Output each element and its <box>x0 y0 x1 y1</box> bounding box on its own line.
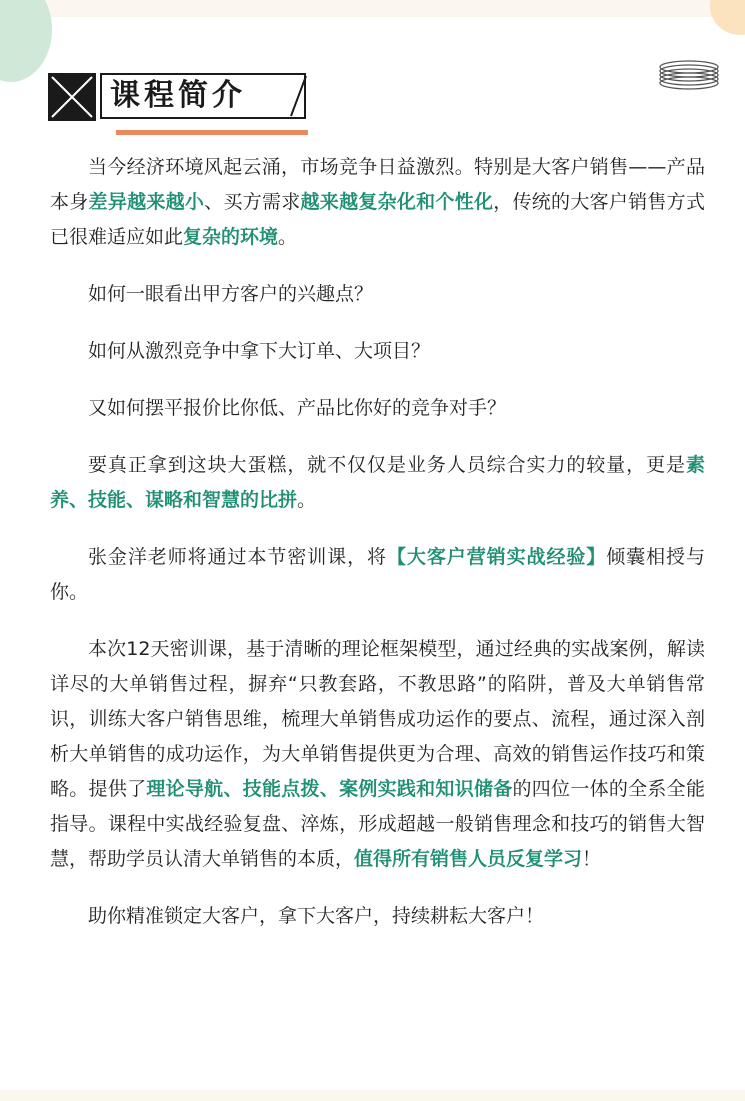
text-span: ！ <box>582 848 602 870</box>
text-span: 当今经济环境风起云涌，市场竞争日益激烈。特别是大客户销售——产品本身 <box>50 156 705 213</box>
section-header <box>48 73 310 123</box>
highlight-text: 【大客户营销实战经验】 <box>386 546 607 568</box>
highlight-text: 理论导航、技能点拨、案例实践和知识储备 <box>146 778 513 800</box>
paragraph-2: 如何一眼看出甲方客户的兴趣点？ <box>88 283 374 305</box>
coil-icon <box>658 59 720 91</box>
paragraph-4: 又如何摆平报价比你低、产品比你好的竞争对手？ <box>88 397 507 419</box>
highlight-text: 素养、技能、谋略和智慧的比拼 <box>50 454 705 511</box>
paragraph-8: 助你精准锁定大客户，拿下大客户，持续耕耘大客户！ <box>88 905 545 927</box>
paragraph-1 <box>50 150 705 255</box>
x-box-icon <box>48 73 96 121</box>
course-intro-text <box>50 150 705 956</box>
text-span: 、买方需求 <box>204 191 301 213</box>
highlight-text: 复杂的环境 <box>183 226 279 248</box>
paragraph-5 <box>50 448 705 518</box>
title-underline <box>116 130 308 135</box>
text-span: 。 <box>297 489 317 511</box>
text-span: 本次12天密训课，基于清晰的理论框架模型，通过经典的实战案例，解读详尽的大单销售过程，摒弃“只教套路，不教思路”的陷阱，普及大单销售常识，训练大客户销售思维，梳理大单销售成功运作的要点、流程，通过深入剖析大单销售的成功运作，为大单销售提供更为合理、高效的销售运作技巧和策略。提供了 <box>50 638 705 800</box>
text-span: 的四位一体的全系全能指导。课程中实战经验复盘、淬炼，形成超越一般销售理念和技巧的销售大智慧，帮助学员认清大单销售的本质， <box>50 778 705 870</box>
highlight-text: 值得所有销售人员反复学习 <box>354 848 583 870</box>
paragraph-6 <box>50 540 705 610</box>
decorative-circle-green <box>0 0 52 82</box>
paragraph-7 <box>50 632 705 877</box>
decorative-circle-peach <box>710 0 745 35</box>
highlight-text: 越来越复杂化和个性化 <box>300 191 494 213</box>
paragraph-3: 如何从激烈竞争中拿下大订单、大项目？ <box>88 340 431 362</box>
section-title: 课程简介 <box>110 78 246 113</box>
text-span: ，传统的大客户销售方式已很难适应如此 <box>50 191 705 248</box>
text-span: 。 <box>278 226 298 248</box>
highlight-text: 差异越来越小 <box>88 191 205 213</box>
slash-decoration <box>288 73 308 119</box>
text-span: 倾囊相授与你。 <box>50 546 705 603</box>
text-span: 张金洋老师将通过本节密训课，将 <box>88 546 387 568</box>
text-span: 要真正拿到这块大蛋糕，就不仅仅是业务人员综合实力的较量，更是 <box>88 454 686 476</box>
